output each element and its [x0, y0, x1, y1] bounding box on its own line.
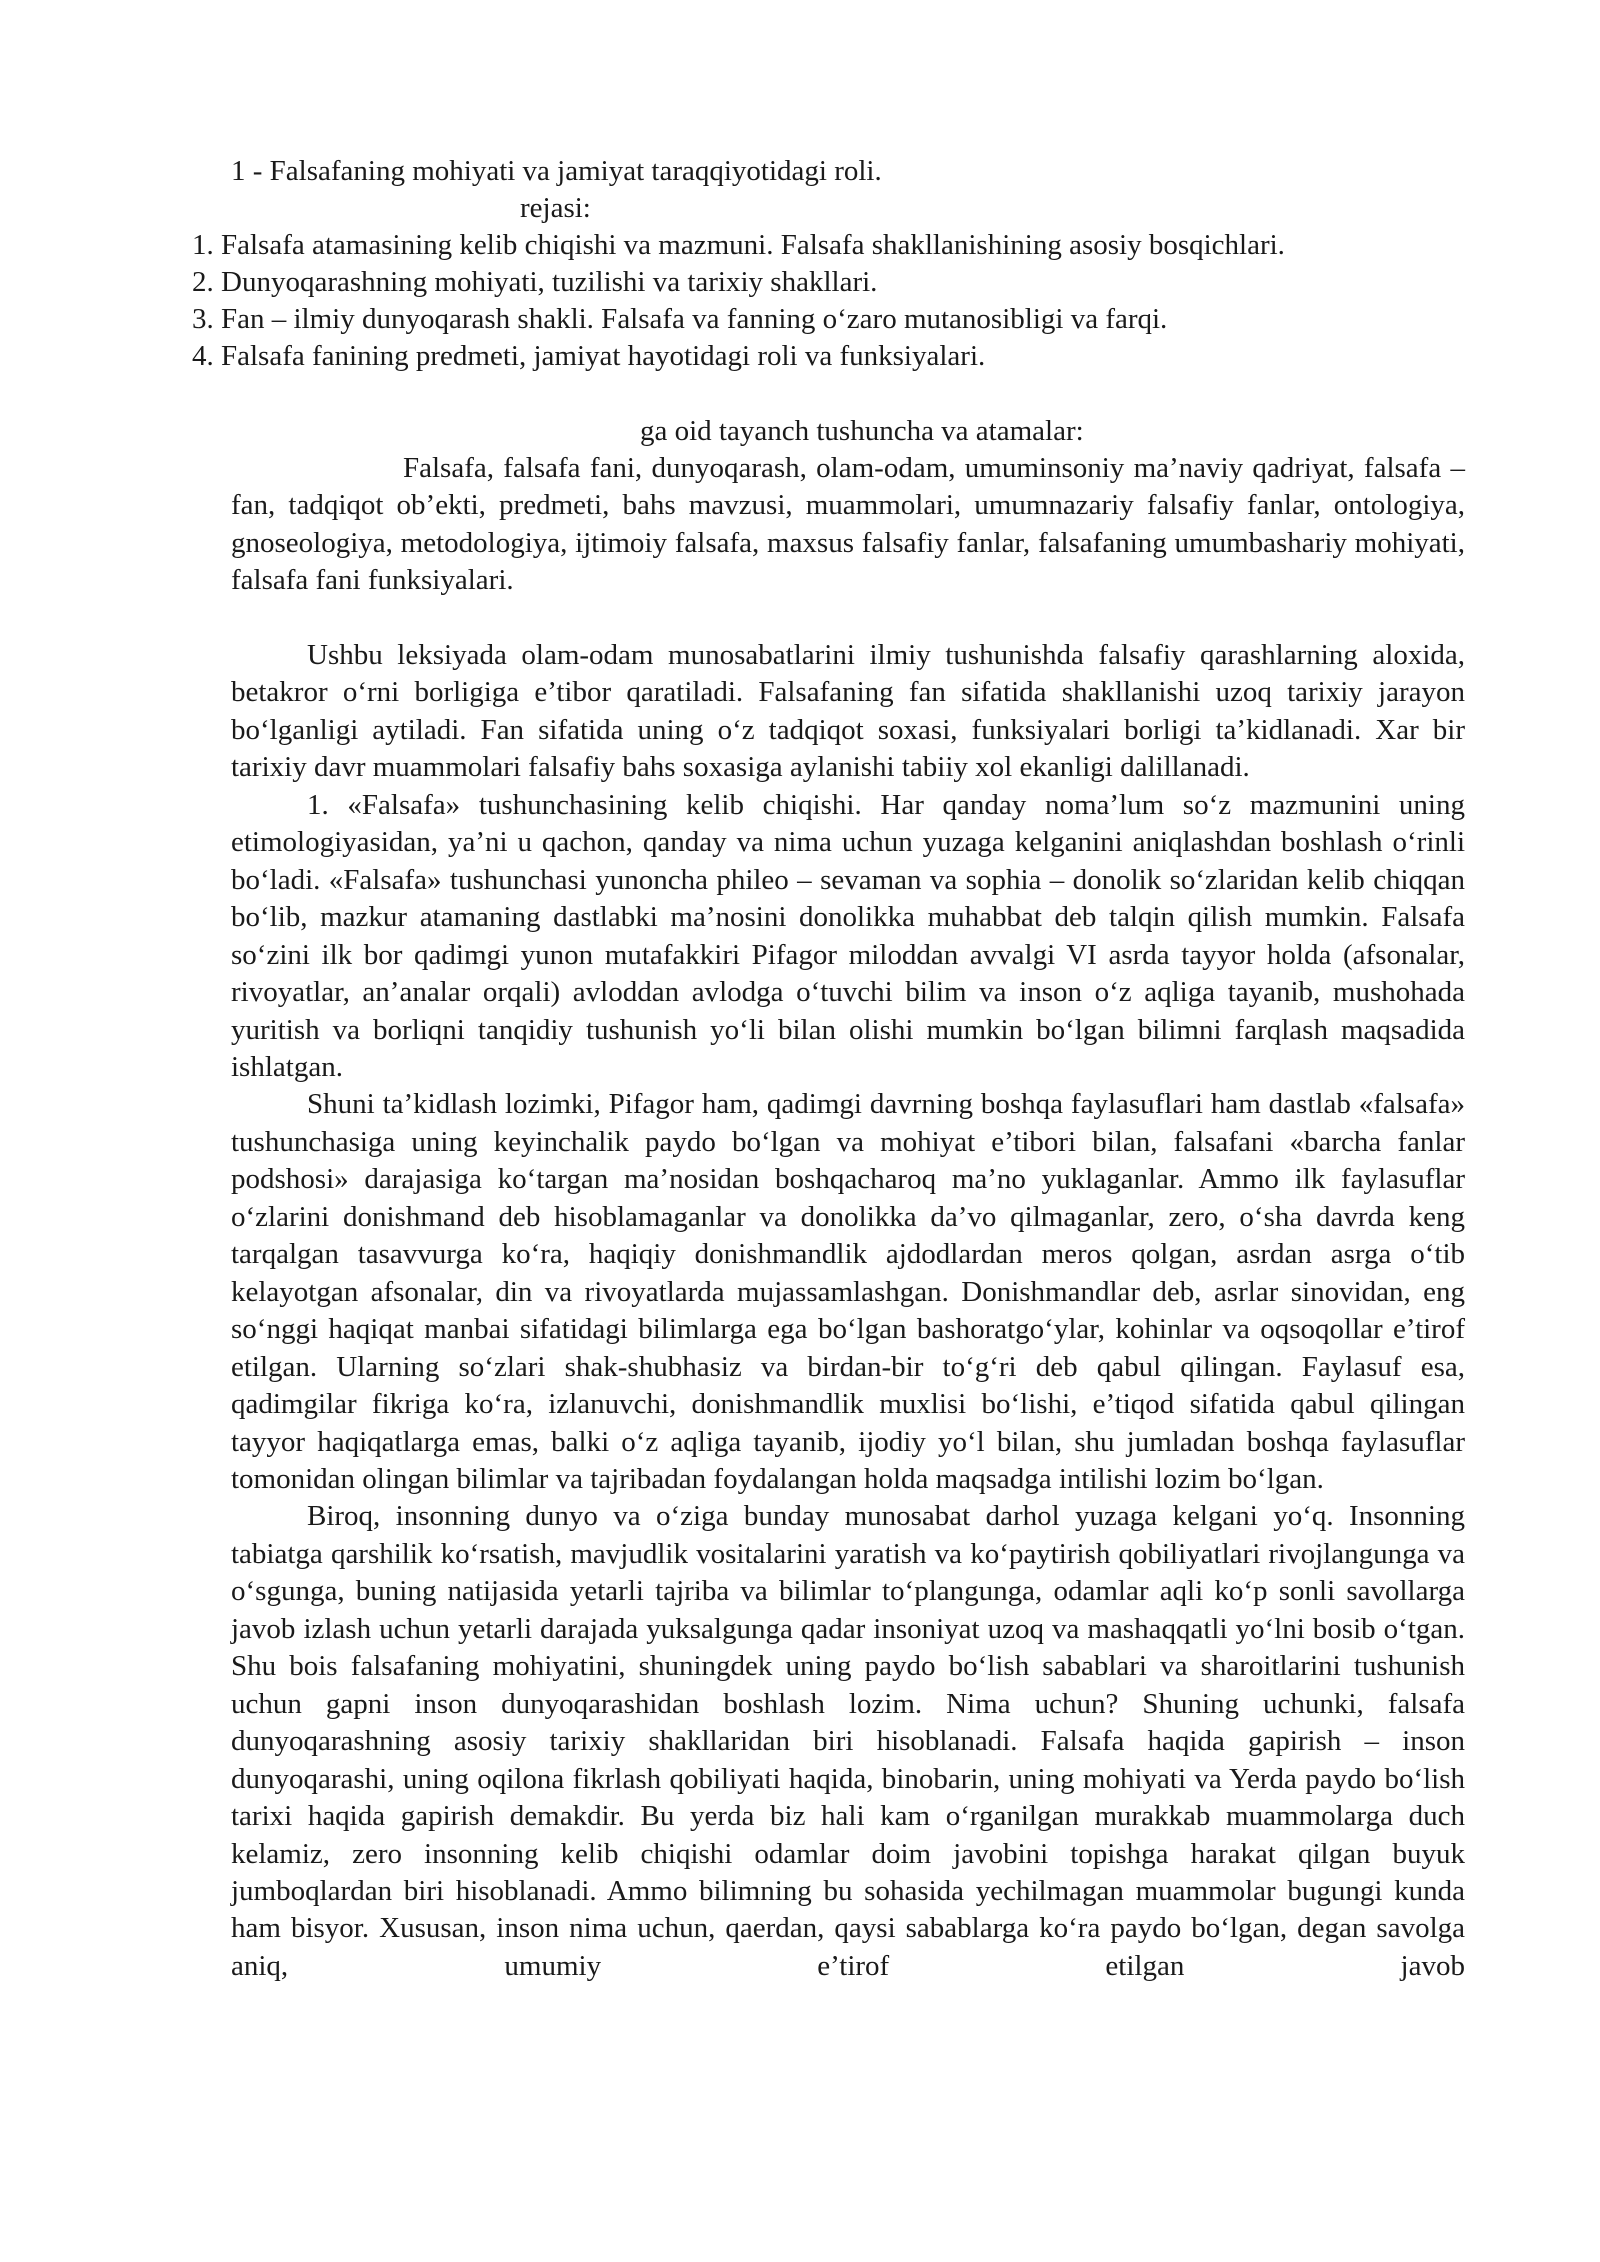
- keywords-heading: ga oid tayanch tushuncha va atamalar:: [640, 415, 1084, 447]
- body-text: [231, 637, 1465, 1985]
- paragraph-worldview: Biroq, insonning dunyo va o‘ziga bunday munosabat darhol yuzaga kelgani yo‘q. Insonning tabiatga qarshilik ko‘rsatish, mavjudlik vositalarini yaratish va ko‘paytirish qobiliyatlari rivojlangunga va o‘sgunga, buning natijasida yetarli tajriba va bilimlar to‘plangunga, odamlar aqli ko‘p sonli savollarga javob izlash uchun yetarli darajada yuksalgunga qadar insoniyat uzoq va mashaqqatli yo‘lni bosib o‘tgan. Shu bois falsafaning mohiyatini, shuningdek uning paydo bo‘lish sabablari va sharoitlarini tushunish uchun gapni inson dunyoqarashidan boshlash lozim. Nima uchun? Shuning uchunki, falsafa dunyoqarashning asosiy tarixiy shakllaridan biri hisoblanadi. Falsafa haqida gapirish – inson dunyoqarashi, uning oqilona fikrlash qobiliyati haqida, binobarin, uning mohiyati va Yerda paydo bo‘lish tarixi haqida gapirish demakdir. Bu yerda biz hali kam o‘rganilgan murakkab muammolarga duch kelamiz, zero insonning kelib chiqishi odamlar doim javobini topishga harakat qilgan buyuk jumboqlardan biri hisoblanadi. Ammo bilimning bu sohasida yechilmagan muammolar bugungi kunda ham bisyor. Xususan, inson nima uchun, qaerdan, qaysi sabablarga ko‘ra paydo bo‘lgan, degan savolga aniq, umumiy e’tirof etilgan javob: [231, 1500, 1465, 1982]
- paragraph-pifagor: Shuni ta’kidlash lozimki, Pifagor ham, qadimgi davrning boshqa faylasuflari ham dastlab «falsafa» tushunchasiga uning keyinchalik paydo bo‘lgan va mohiyat e’tibori bilan, falsafani «barcha fanlar podshosi» darajasiga ko‘targan ma’nosidan boshqacharoq ma’no yuklaganlar. Ammo ilk faylasuflar o‘zlarini donishmand deb hisoblamaganlar va donolikka da’vo qilmaganlar, zero, o‘sha davrda keng tarqalgan tasavvurga ko‘ra, haqiqiy donishmandlik ajdodlardan meros qolgan, asrdan asrga o‘tib kelayotgan afsonalar, din va rivoyatlarda mujassamlashgan. Donishmandlar deb, asrlar sinovidan, eng so‘nggi haqiqat manbai sifatidagi bilimlarga ega bo‘lgan bashoratgo‘ylar, kohinlar va oqsoqollar e’tirof etilgan. Ularning so‘zlari shak-shubhasiz va birdan-bir to‘g‘ri deb qabul qilingan. Faylasuf esa, qadimgilar fikriga ko‘ra, izlanuvchi, donishmandlik muxlisi bo‘lishi, e’tiqod sifatida qabul qilingan tayyor haqiqatlarga emas, balki o‘z aqliga tayanib, ijodiy yo‘l bilan, shu jumladan boshqa faylasuflar tomonidan olingan bilimlar va tajribadan foydalangan holda maqsadga intilishi lozim bo‘lgan.: [231, 1088, 1465, 1495]
- plan-item-1: 1. Falsafa atamasining kelib chiqishi va mazmuni. Falsafa shakllanishining asosiy bosqichlari.: [192, 229, 1285, 261]
- document-title: 1 - Falsafaning mohiyati va jamiyat taraqqiyotidagi roli.: [231, 155, 882, 187]
- plan-item-3: 3. Fan – ilmiy dunyoqarash shakli. Falsafa va fanning o‘zaro mutanosibligi va farqi.: [192, 303, 1168, 335]
- keywords-block: [231, 450, 1465, 600]
- plan-item-4: 4. Falsafa fanining predmeti, jamiyat hayotidagi roli va funksiyalari.: [192, 340, 986, 372]
- keywords-text: Falsafa, falsafa fani, dunyoqarash, olam-odam, umuminsoniy ma’naviy qadriyat, falsafa – fan, tadqiqot ob’ekti, predmeti, bahs mavzusi, muammolari, umumnazariy falsafiy fanlar, ontologiya, gnoseologiya, metodologiya, ijtimoiy falsafa, maxsus falsafiy fanlar, falsafaning umumbashariy mohiyati, falsafa fani funksiyalari.: [231, 452, 1465, 597]
- paragraph-intro: Ushbu leksiyada olam-odam munosabatlarini ilmiy tushunishda falsafiy qarashlarning aloxida, betakror o‘rni borligiga e’tibor qaratiladi. Falsafaning fan sifatida shakllanishi uzoq tarixiy jarayon bo‘lganligi aytiladi. Fan sifatida uning o‘z tadqiqot soxasi, funksiyalari borligi ta’kidlanadi. Xar bir tarixiy davr muammolari falsafiy bahs soxasiga aylanishi tabiiy xol ekanligi dalillanadi.: [231, 639, 1465, 784]
- paragraph-falsafa-origin: 1. «Falsafa» tushunchasining kelib chiqishi. Har qanday noma’lum so‘z mazmunini uning etimologiyasidan, ya’ni u qachon, qanday va nima uchun yuzaga kelganini aniqlashdan boshlash o‘rinli bo‘ladi. «Falsafa» tushunchasi yunoncha phileo – sevaman va sophia – donolik so‘zlaridan kelib chiqqan bo‘lib, mazkur atamaning dastlabki ma’nosini donolikka muhabbat deb talqin qilish mumkin. Falsafa so‘zini ilk bor qadimgi yunon mutafakkiri Pifagor miloddan avvalgi VI asrda tayyor holda (afsonalar, rivoyatlar, an’analar orqali) avloddan avlodga o‘tuvchi bilim va inson o‘z aqliga tayanib, mushohada yuritish va borliqni tanqidiy tushunish yo‘li bilan olishi mumkin bo‘lgan bilimni farqlash maqsadida ishlatgan.: [231, 788, 1465, 1083]
- plan-item-2: 2. Dunyoqarashning mohiyati, tuzilishi va tarixiy shakllari.: [192, 266, 878, 298]
- plan-heading: rejasi:: [520, 192, 591, 224]
